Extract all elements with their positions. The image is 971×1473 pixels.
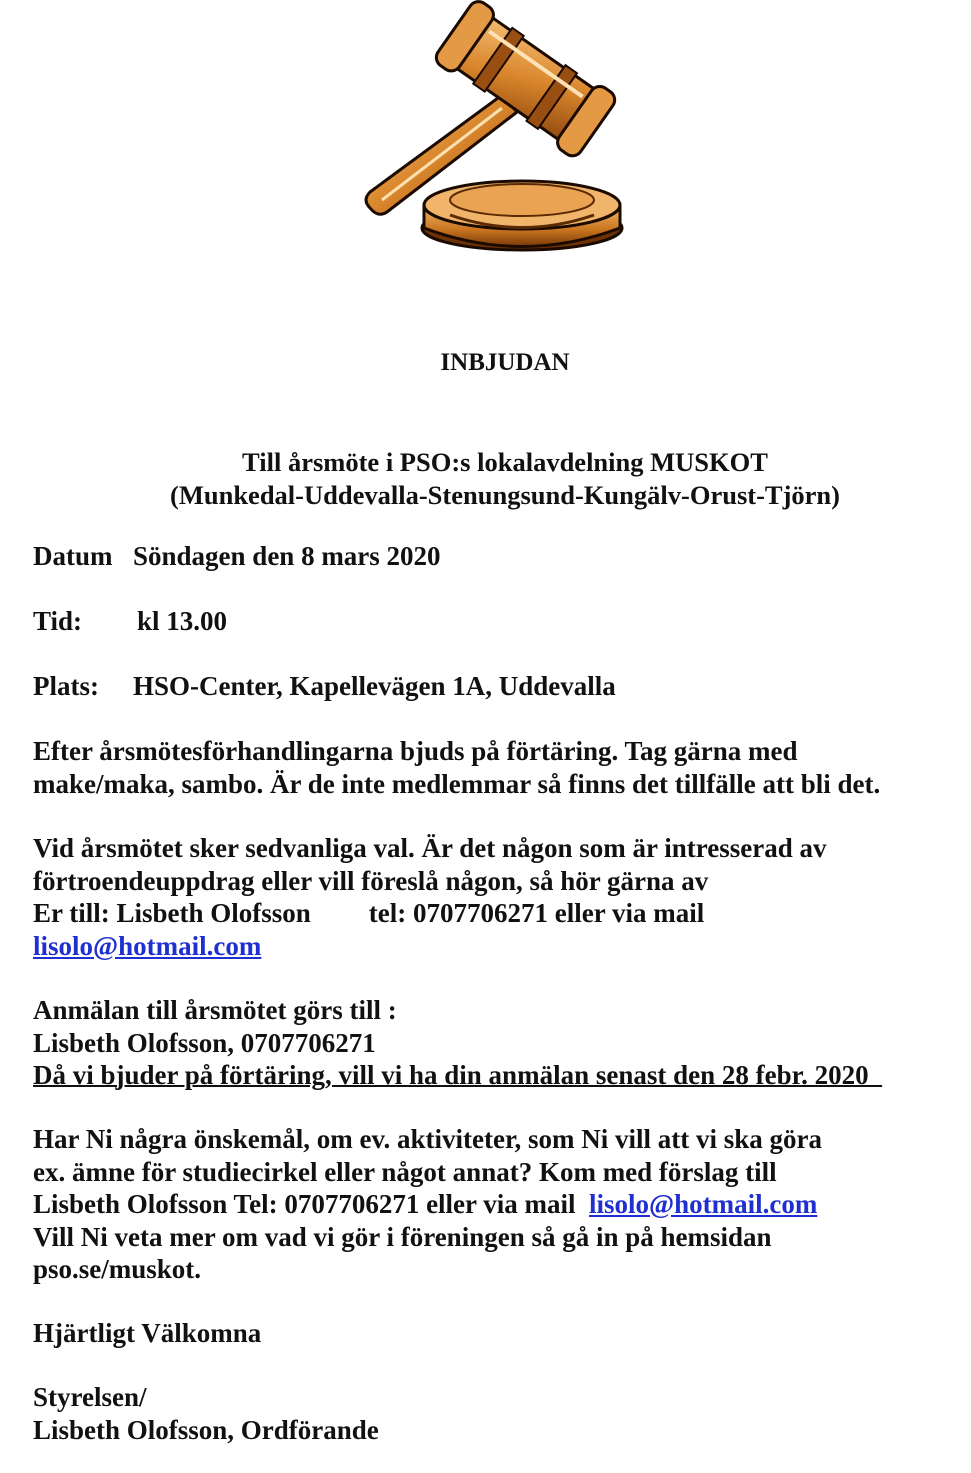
signature-line-2: Lisbeth Olofsson, Ordförande [33, 1414, 379, 1445]
tid-row [33, 605, 227, 638]
paragraph-line: Efter årsmötesförhandlingarna bjuds på förtäring. Tag gärna med [33, 736, 798, 766]
paragraph-line: förtroendeuppdrag eller vill föreslå någon, så hör gärna av [33, 865, 709, 896]
datum-label: Datum [33, 541, 113, 571]
subtitle [0, 446, 971, 511]
signature-line-1: Styrelsen/ [33, 1382, 147, 1412]
paragraph-refreshments [33, 735, 963, 800]
paragraph-line: Lisbeth Olofsson, 0707706271 [33, 1027, 376, 1058]
paragraph-line: Vill Ni veta mer om vad vi gör i föreningen så gå in på hemsidan [33, 1221, 772, 1252]
paragraph-line: make/maka, sambo. Är de inte medlemmar så finns det tillfälle att bli det. [33, 768, 881, 799]
greeting: Hjärtligt Välkomna [33, 1318, 262, 1348]
contact-line [33, 897, 963, 930]
plats-value: HSO-Center, Kapellevägen 1A, Uddevalla [133, 671, 616, 701]
tid-label: Tid: [33, 606, 83, 636]
contact-phone: tel: 0707706271 eller via mail [368, 898, 705, 928]
email-line [33, 930, 963, 963]
subtitle-line-2: (Munkedal-Uddevalla-Stenungsund-Kungälv-Orust-Tjörn) [170, 479, 840, 510]
contact-line [33, 1188, 963, 1221]
paragraph-line: Vid årsmötet sker sedvanliga val. Är det någon som är intresserad av [33, 833, 827, 863]
contact-name: Er till: Lisbeth Olofsson [33, 898, 311, 928]
plats-label: Plats: [33, 671, 99, 701]
subtitle-line-1: Till årsmöte i PSO:s lokalavdelning MUSKOT [242, 447, 768, 477]
plats-row [33, 670, 616, 703]
contact-text: Lisbeth Olofsson Tel: 0707706271 eller via mail [33, 1189, 576, 1219]
paragraph-elections [33, 832, 963, 962]
datum-value: Söndagen den 8 mars 2020 [133, 541, 441, 571]
deadline-line: Då vi bjuder på förtäring, vill vi ha din anmälan senast den 28 febr. 2020 [33, 1060, 883, 1090]
paragraph-line: ex. ämne för studiecirkel eller något annat? Kom med förslag till [33, 1156, 777, 1187]
email-link[interactable]: lisolo@hotmail.com [589, 1189, 818, 1219]
paragraph-suggestions [33, 1123, 963, 1286]
email-link[interactable]: lisolo@hotmail.com [33, 930, 262, 961]
gavel-icon [352, 0, 632, 260]
tid-value: kl 13.00 [137, 606, 228, 636]
paragraph-registration [33, 994, 963, 1092]
paragraph-line: Anmälan till årsmötet görs till : [33, 995, 397, 1025]
datum-row [33, 540, 441, 573]
signature [33, 1381, 963, 1446]
page-title: INBJUDAN [440, 349, 570, 376]
website-line: pso.se/muskot. [33, 1254, 202, 1284]
paragraph-line: Har Ni några önskemål, om ev. aktiviteter, som Ni vill att vi ska göra [33, 1124, 822, 1154]
